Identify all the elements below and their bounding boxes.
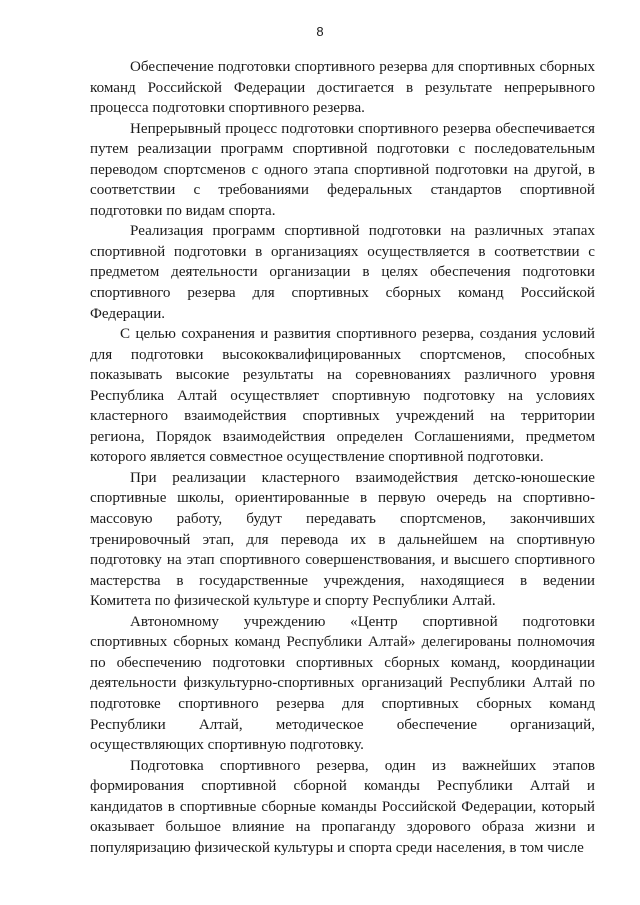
paragraph <box>90 324 595 468</box>
text-line: предметом деятельности организации в целях обеспечения подготовки <box>90 264 595 281</box>
paragraph <box>90 468 595 612</box>
text-line: процесса подготовки спортивного резерва. <box>90 100 365 117</box>
text-line: Федерации. <box>90 305 166 322</box>
paragraph <box>90 612 595 756</box>
text-line: деятельности физкультурно-спортивных организаций Республики Алтай по <box>90 675 595 692</box>
text-line: путем реализации программ спортивной подготовки с последовательным <box>90 141 595 158</box>
text-line: осуществляющих спортивную подготовку. <box>90 737 364 754</box>
text-line: переводом спортсменов с одного этапа спортивной подготовки на другой, в <box>90 161 595 178</box>
text-line: для подготовки высококвалифицированных спортсменов, способных <box>90 346 595 363</box>
text-line: Автономному учреждению «Центр спортивной подготовки <box>130 613 595 630</box>
text-line: региона, Порядок взаимодействия определен Соглашениями, предметом <box>90 428 595 445</box>
text-line: тренировочный этап, для перевода их в дальнейшем на спортивную <box>90 531 595 548</box>
text-line: подготовке спортивного резерва для спортивных сборных команд <box>90 695 595 712</box>
text-line: Республика Алтай осуществляет спортивную подготовку на условиях <box>90 387 595 404</box>
text-line: спортивного резерва для спортивных сборных команд Российской <box>90 285 595 302</box>
paragraph <box>90 119 595 222</box>
text-line: спортивные школы, ориентированные в первую очередь на спортивно- <box>90 490 595 507</box>
text-line: Непрерывный процесс подготовки спортивного резерва обеспечивается <box>130 120 595 137</box>
text-line: Республики Алтай, методическое обеспечение организаций, <box>90 716 595 733</box>
text-line: С целью сохранения и развития спортивного резерва, создания условий <box>120 326 595 343</box>
text-line: кандидатов в спортивные сборные команды Российской Федерации, который <box>90 798 595 815</box>
text-line: спортивных сборных команд Республики Алтай» делегированы полномочия <box>90 634 595 651</box>
text-line: соответствии с требованиями федеральных стандартов спортивной <box>90 182 595 199</box>
text-line: Подготовка спортивного резерва, один из важнейших этапов <box>130 757 595 774</box>
paragraph <box>90 57 595 119</box>
text-line: подготовку на этап спортивного совершенствования, и высшего спортивного <box>90 552 595 569</box>
text-line: показывать высокие результаты на соревнованиях различного уровня <box>90 367 595 384</box>
text-line: При реализации кластерного взаимодействия детско-юношеские <box>130 469 595 486</box>
paragraph <box>90 221 595 324</box>
text-line: Комитета по физической культуре и спорту Республики Алтай. <box>90 593 496 610</box>
text-line: Обеспечение подготовки спортивного резерва для спортивных сборных <box>130 59 595 75</box>
text-line: команд Российской Федерации достигается в результате непрерывного <box>90 79 595 96</box>
page-number: 8 <box>316 24 324 39</box>
text-line: по обеспечению подготовки спортивных сборных команд, координации <box>90 654 595 671</box>
text-line: кластерного взаимодействия спортивных учреждений на территории <box>90 408 595 425</box>
text-line: массовую работу, будут передавать спортсменов, закончивших <box>90 511 595 528</box>
text-line: подготовки по видам спорта. <box>90 202 276 219</box>
text-line: которого является совместное осуществление спортивной подготовки. <box>90 449 544 466</box>
text-line: популяризацию физической культуры и спорта среди населения, в том числе <box>90 839 584 856</box>
text-line: мастерства в государственные учреждения, находящиеся в ведении <box>90 572 595 589</box>
text-line: формирования спортивной сборной команды Республики Алтай и <box>90 778 595 795</box>
paragraph <box>90 756 595 859</box>
text-line: спортивной подготовки в организациях осуществляется в соответствии с <box>90 243 595 260</box>
text-line: Реализация программ спортивной подготовки на различных этапах <box>130 223 595 240</box>
text-line: оказывает большое влияние на пропаганду здорового образа жизни и <box>90 819 595 836</box>
document-body <box>90 57 595 858</box>
